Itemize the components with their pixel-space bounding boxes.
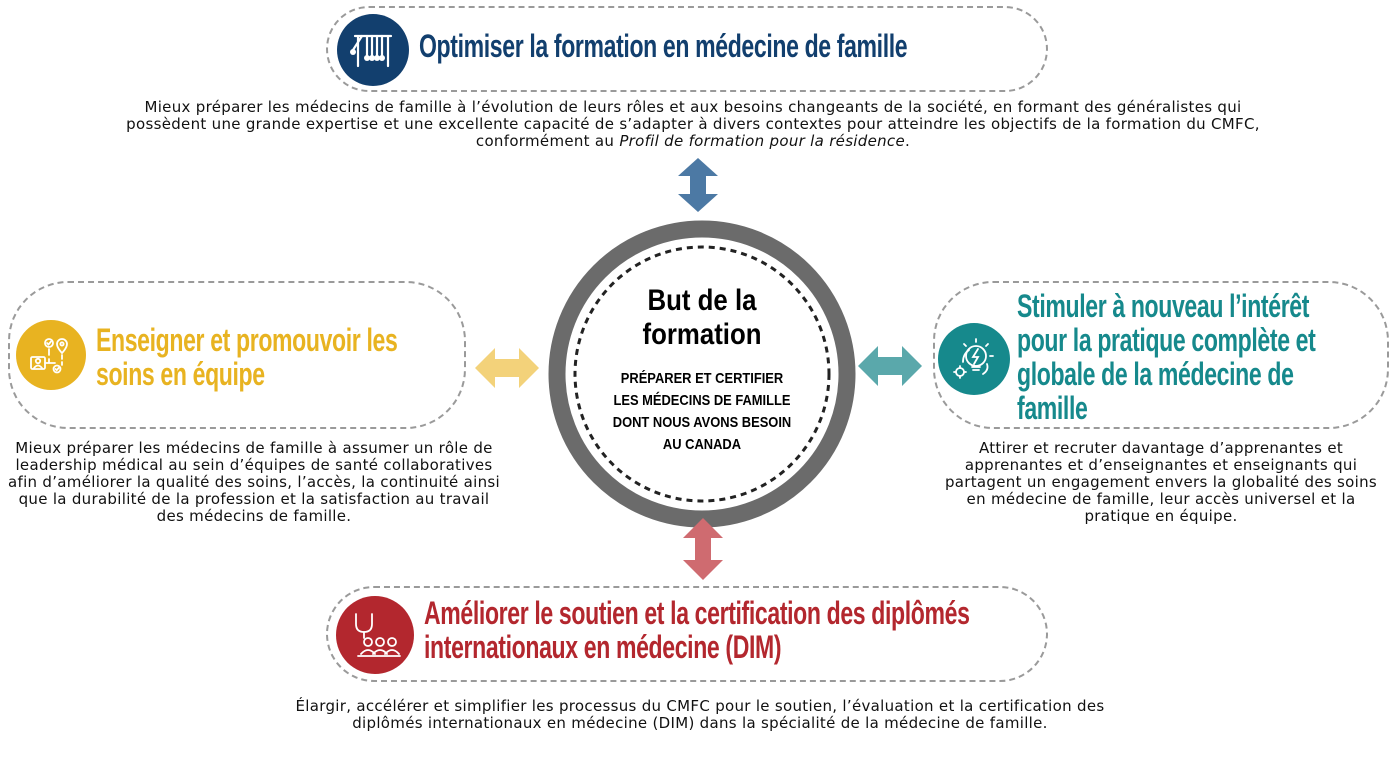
left-goal-title: Enseigner et promouvoir les soins en équipe — [96, 322, 398, 392]
bottom-goal-description: Élargir, accélérer et simplifier les processus du CMFC pour le soutien, l’évaluation et la certification des diplômés internationaux en médecine (DIM) dans la spécialité de la médecine de famille. — [295, 697, 1105, 732]
bottom-goal-title: Améliorer le soutien et la certification des diplômés internationaux en médecine (DIM) — [424, 595, 970, 665]
left-goal-description: Mieux préparer les médecins de famille à assumer un rôle de leadership médical au sein d’équipes de santé collaboratives afin d’améliorer la qualité des soins, l’accès, la continuité ainsi que la durabilité de la profession et la satisfaction au travail des médecins de famille. — [8, 439, 500, 525]
bottom-double-arrow — [682, 518, 724, 580]
right-double-arrow — [858, 346, 922, 386]
hub-subtitle: PRÉPARER ET CERTIFIER LES MÉDECINS DE FAMILLE DONT NOUS AVONS BESOIN AU CANADA — [612, 370, 792, 453]
right-goal-icon-circle — [938, 323, 1010, 395]
top-double-arrow — [677, 158, 719, 212]
top-goal-description: Mieux préparer les médecins de famille à l’évolution de leurs rôles et aux besoins changeants de la société, en formant des généralistes qui possèdent une grande expertise et une excellente capacité de s’adapter à divers contextes pour atteindre les objectifs de la formation du CMFC, conformément au Profil de formation pour la résidence. — [126, 98, 1260, 150]
lightbulb-gear-icon — [949, 334, 999, 384]
hub-title: But de la formation — [642, 284, 762, 351]
left-double-arrow — [475, 348, 539, 388]
bottom-goal-icon-circle — [336, 596, 414, 674]
top-goal-title: Optimiser la formation en médecine de famille — [419, 28, 908, 64]
top-goal-icon-circle — [337, 14, 409, 86]
stethoscope-group-icon — [348, 608, 402, 662]
team-pathway-icon — [27, 331, 75, 379]
right-goal-description: Attirer et recruter davantage d’apprenantes et apprenantes et d’enseignantes et enseignants qui partagent un engagement envers la globalité des soins en médecine de famille, leur accès universel et la pratique en équipe. — [944, 439, 1378, 525]
hub-text-block — [590, 282, 814, 472]
newtons-cradle-icon — [349, 26, 397, 74]
left-goal-icon-circle — [16, 320, 86, 390]
top-goal-description-italic: Profil de formation pour la résidence — [619, 132, 906, 150]
right-goal-title: Stimuler à nouveau l’intérêt pour la pratique complète et globale de la médecine de famille — [1017, 288, 1316, 426]
